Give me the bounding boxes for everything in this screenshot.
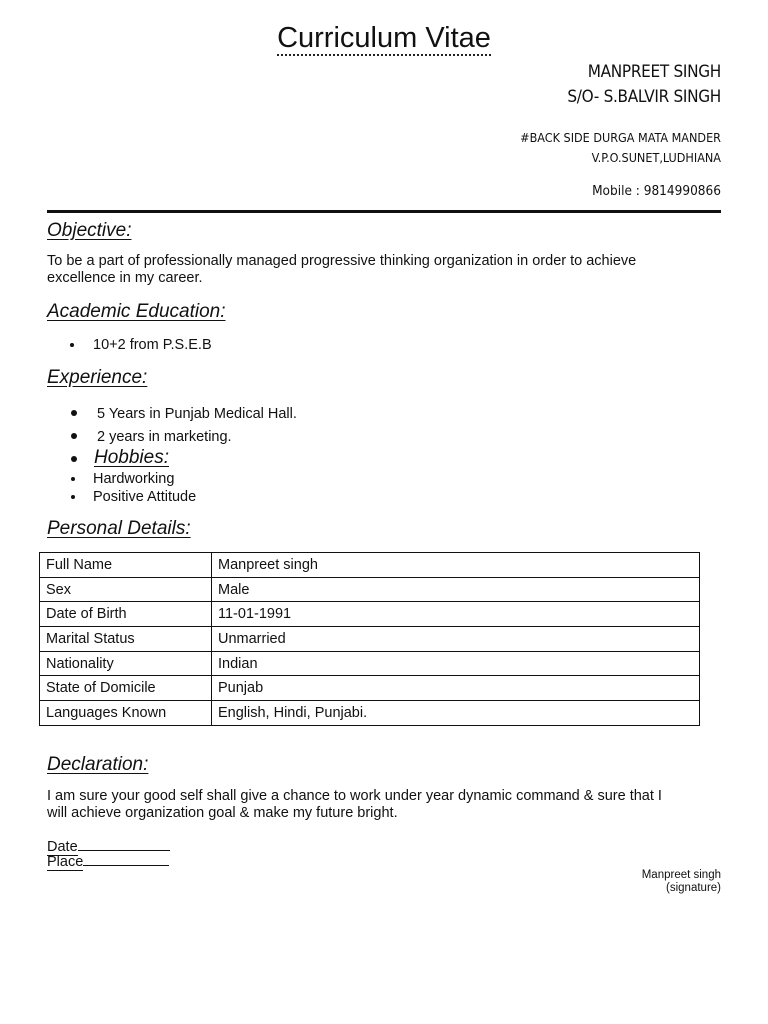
place-blank-line [83, 853, 169, 866]
experience-heading: Experience: [47, 367, 148, 388]
row-label: Date of Birth [40, 602, 212, 627]
applicant-name: MANPREET SINGH [587, 62, 721, 82]
signature-note: (signature) [666, 882, 721, 894]
hobbies-heading-row [0, 446, 768, 470]
declaration-heading: Declaration: [47, 754, 149, 775]
personal-details-table [39, 552, 700, 726]
table-row [40, 627, 700, 652]
row-value: Unmarried [212, 627, 700, 652]
row-value: Manpreet singh [212, 553, 700, 578]
address-line-1: #BACK SIDE DURGA MATA MANDER [520, 130, 721, 145]
date-label: Date [47, 839, 78, 855]
bullet-icon [71, 410, 77, 416]
table-row [40, 701, 700, 726]
bullet-icon [71, 495, 75, 499]
table-row [40, 553, 700, 578]
hobbies-heading: Hobbies: [94, 447, 169, 468]
parent-name: S/O- S.BALVIR SINGH [567, 87, 721, 107]
row-label: Sex [40, 577, 212, 602]
objective-heading: Objective: [47, 220, 132, 241]
place-field [47, 853, 169, 870]
objective-text-line-1: To be a part of professionally managed progressive thinking organization in order to achieve [47, 253, 637, 269]
row-value: 11-01-1991 [212, 602, 700, 627]
bullet-icon [71, 433, 77, 439]
row-value: English, Hindi, Punjabi. [212, 701, 700, 726]
row-value: Punjab [212, 676, 700, 701]
header-divider [47, 210, 721, 213]
row-label: Nationality [40, 651, 212, 676]
signature-name: Manpreet singh [641, 869, 721, 881]
mobile-number: Mobile : 9814990866 [592, 183, 721, 199]
bullet-icon [71, 456, 77, 462]
objective-text-line-2: excellence in my career. [47, 270, 203, 286]
declaration-text-line-2: will achieve organization goal & make my future bright. [47, 805, 398, 821]
document-title: Curriculum Vitae [277, 22, 491, 54]
date-blank-line [78, 838, 170, 851]
row-label: Languages Known [40, 701, 212, 726]
place-label: Place [47, 854, 84, 870]
table-row [40, 651, 700, 676]
row-label: Marital Status [40, 627, 212, 652]
academic-heading: Academic Education: [47, 301, 226, 322]
row-label: State of Domicile [40, 676, 212, 701]
table-row [40, 676, 700, 701]
row-value: Indian [212, 651, 700, 676]
table-row [40, 577, 700, 602]
bullet-icon [71, 477, 75, 481]
personal-details-heading: Personal Details: [47, 518, 191, 539]
row-value: Male [212, 577, 700, 602]
table-row [40, 602, 700, 627]
bullet-icon [70, 343, 74, 347]
row-label: Full Name [40, 553, 212, 578]
declaration-text-line-1: I am sure your good self shall give a chance to work under year dynamic command & sure that I [47, 788, 662, 804]
address-line-2: V.P.O.SUNET,LUDHIANA [591, 150, 721, 165]
